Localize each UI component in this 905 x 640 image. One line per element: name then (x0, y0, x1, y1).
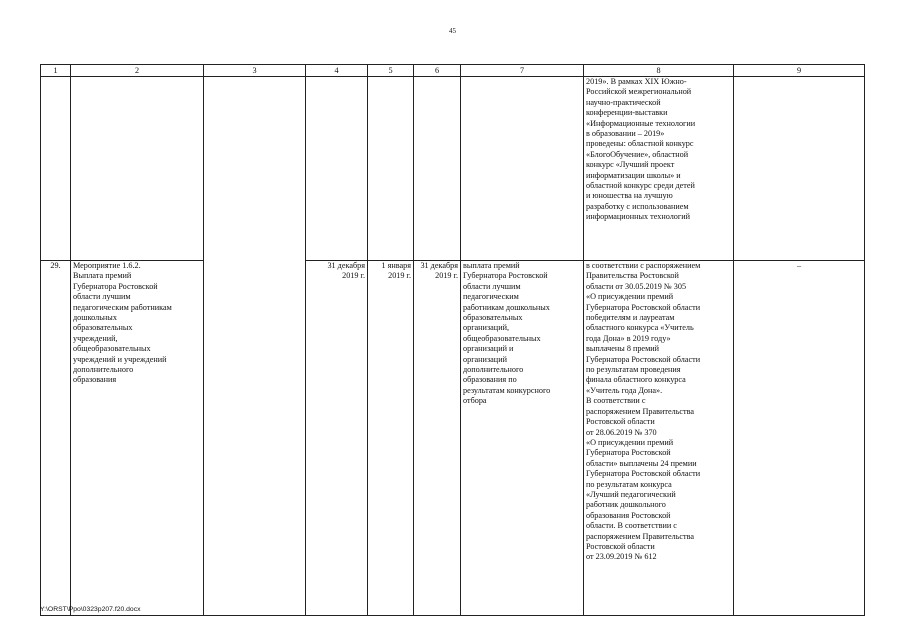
row-29-start-date: 1 января 2019 г. (368, 261, 414, 616)
table-row-29 (41, 261, 865, 616)
cont-col-5 (368, 77, 414, 261)
header-col-5: 5 (368, 65, 414, 77)
cont-col-7 (461, 77, 584, 261)
row-29-actual-result: в соответствии с распоряжением Правительства Ростовской области от 30.05.2019 № 305 «О присуждении премий Губернатора Ростовской области победителям и лауреатам областного конкурса «Учитель года Дона» в 2019 году» выплачены 8 премий Губернатора Ростовской области по результатам проведения финала областного конкурса «Учитель года Дона». В соответствии с распоряжением Правительства Ростовской области от 28.06.2019 № 370 «О присуждении премий Губернатора Ростовской области» выплачены 24 премии Губернатора Ростовской области по результатам конкурса «Лучший педагогический работник дошкольного образования Ростовской области. В соответствии с распоряжением Правительства Ростовской области от 23.09.2019 № 612 (584, 261, 734, 616)
header-col-8: 8 (584, 65, 734, 77)
row-29-expected-result: выплата премий Губернатора Ростовской области лучшим педагогическим работникам дошкольных образовательных организаций, общеобразовательных организаций и организаций дополнительного образования по результатам конкурсного отбора (461, 261, 584, 616)
cont-col-3 (204, 77, 306, 261)
header-col-7: 7 (461, 65, 584, 77)
row-29-col-3 (204, 261, 306, 616)
header-col-1: 1 (41, 65, 71, 77)
page-number: 45 (449, 27, 456, 35)
row-29-notes: – (734, 261, 865, 616)
header-col-4: 4 (306, 65, 368, 77)
table-row-continuation (41, 77, 865, 261)
cont-col-4 (306, 77, 368, 261)
header-col-3: 3 (204, 65, 306, 77)
cont-col-9 (734, 77, 865, 261)
cont-col-6 (414, 77, 461, 261)
table-header-row (41, 65, 865, 77)
header-col-2: 2 (71, 65, 204, 77)
row-29-plan-date: 31 декабря 2019 г. (306, 261, 368, 616)
row-29-end-date: 31 декабря 2019 г. (414, 261, 461, 616)
cont-col-8-result: 2019». В рамках XIX Южно- Российской межрегиональной научно-практической конференции-выставки «Информационные технологии в образовании – 2019» проведены: областной конкурс «БлогоОбучение», областной конкурс «Лучший проект информатизации школы» и областной конкурс среди детей и юношества на лучшую разработку с использованием информационных технологий (584, 77, 734, 261)
header-col-9: 9 (734, 65, 865, 77)
row-29-activity: Мероприятие 1.6.2. Выплата премий Губернатора Ростовской области лучшим педагогическим работникам дошкольных образовательных учреждений, общеобразовательных учреждений и учреждений дополнительного образования (71, 261, 204, 616)
row-29-number: 29. (41, 261, 71, 616)
cont-col-2 (71, 77, 204, 261)
footer-file-path: Y:\ORST\Ppo\0323p207.f20.docx (40, 606, 141, 613)
cont-col-1 (41, 77, 71, 261)
header-col-6: 6 (414, 65, 461, 77)
report-table (40, 64, 865, 616)
